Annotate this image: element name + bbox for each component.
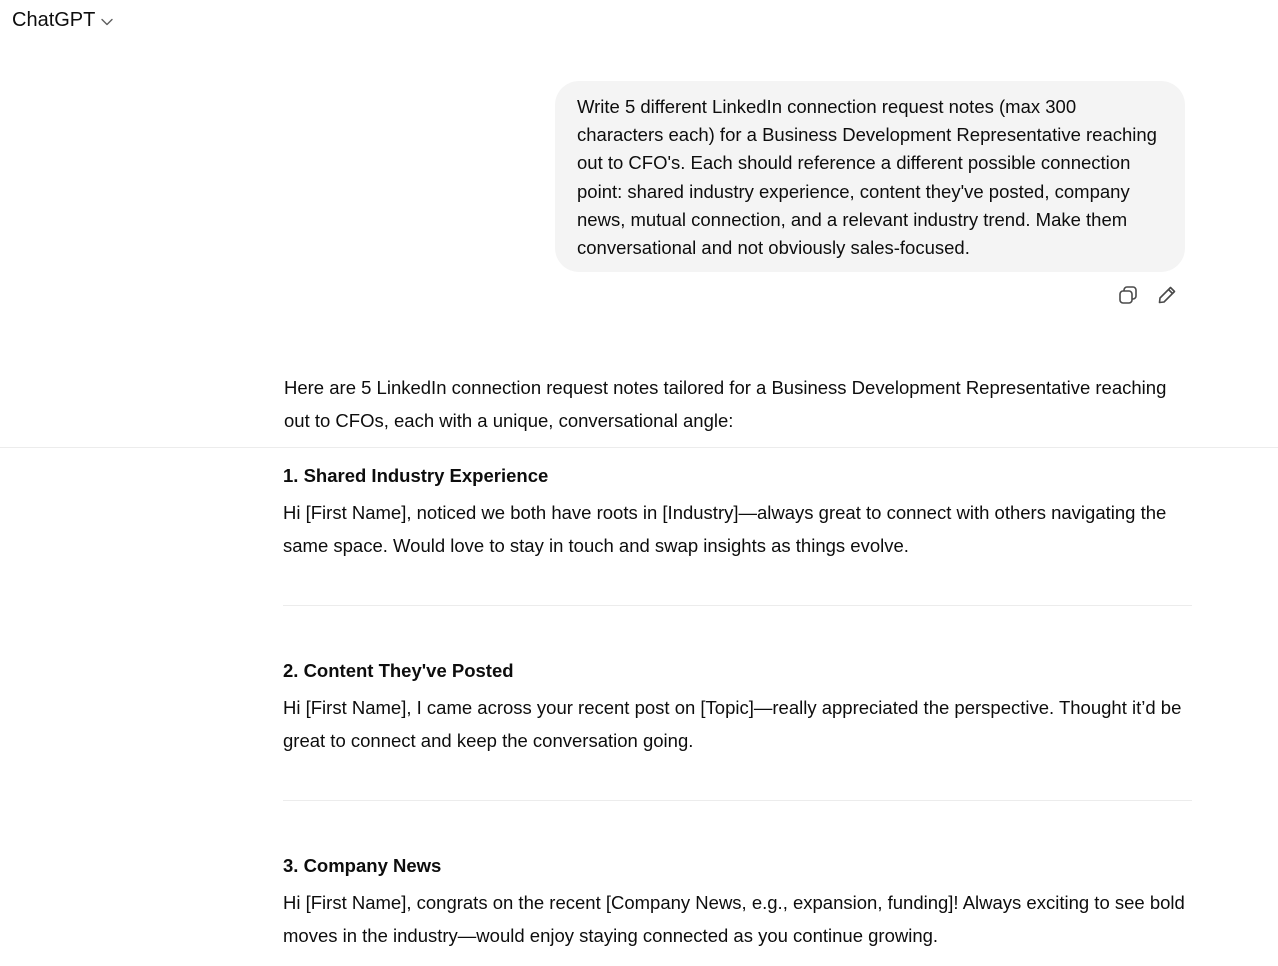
edit-pencil-icon bbox=[1156, 284, 1178, 311]
model-name: ChatGPT bbox=[12, 9, 96, 31]
note-item bbox=[283, 659, 1195, 757]
assistant-intro-text: Here are 5 LinkedIn connection request notes tailored for a Business Development Representative reaching out to CFOs, each with a unique, conversational angle: bbox=[284, 377, 1167, 431]
note-body: Hi [First Name], I came across your recent post on [Topic]—really appreciated the perspective. Thought it’d be great to connect and keep the conversation going. bbox=[283, 697, 1182, 751]
copy-icon bbox=[1117, 284, 1139, 311]
note-body: Hi [First Name], congrats on the recent [Company News, e.g., expansion, funding]! Always exciting to see bold moves in the industry—would enjoy staying connected as you continue growing. bbox=[283, 892, 1185, 946]
copy-button[interactable] bbox=[1115, 284, 1141, 310]
divider bbox=[283, 605, 1192, 606]
model-selector[interactable] bbox=[12, 7, 113, 33]
note-item bbox=[283, 854, 1195, 952]
chevron-down-icon bbox=[101, 18, 113, 26]
note-title: 1. Shared Industry Experience bbox=[283, 465, 549, 486]
note-title: 2. Content They've Posted bbox=[283, 660, 514, 681]
note-title: 3. Company News bbox=[283, 855, 442, 876]
divider bbox=[283, 800, 1192, 801]
user-message-bubble bbox=[555, 81, 1185, 272]
user-message-actions bbox=[1115, 284, 1180, 310]
assistant-intro bbox=[284, 371, 1194, 437]
note-body: Hi [First Name], noticed we both have roots in [Industry]—always great to connect with others navigating the same space. Would love to stay in touch and swap insights as things evolve. bbox=[283, 502, 1167, 556]
note-item bbox=[283, 464, 1195, 562]
edit-button[interactable] bbox=[1154, 284, 1180, 310]
divider bbox=[0, 447, 1278, 448]
user-message-text: Write 5 different LinkedIn connection request notes (max 300 characters each) for a Business Development Representative reaching out to CFO's. Each should reference a different possible connection point: shared industry experience, content they've posted, company news, mutual connection, and a relevant industry trend. Make them conversational and not obviously sales-focused. bbox=[577, 96, 1157, 259]
